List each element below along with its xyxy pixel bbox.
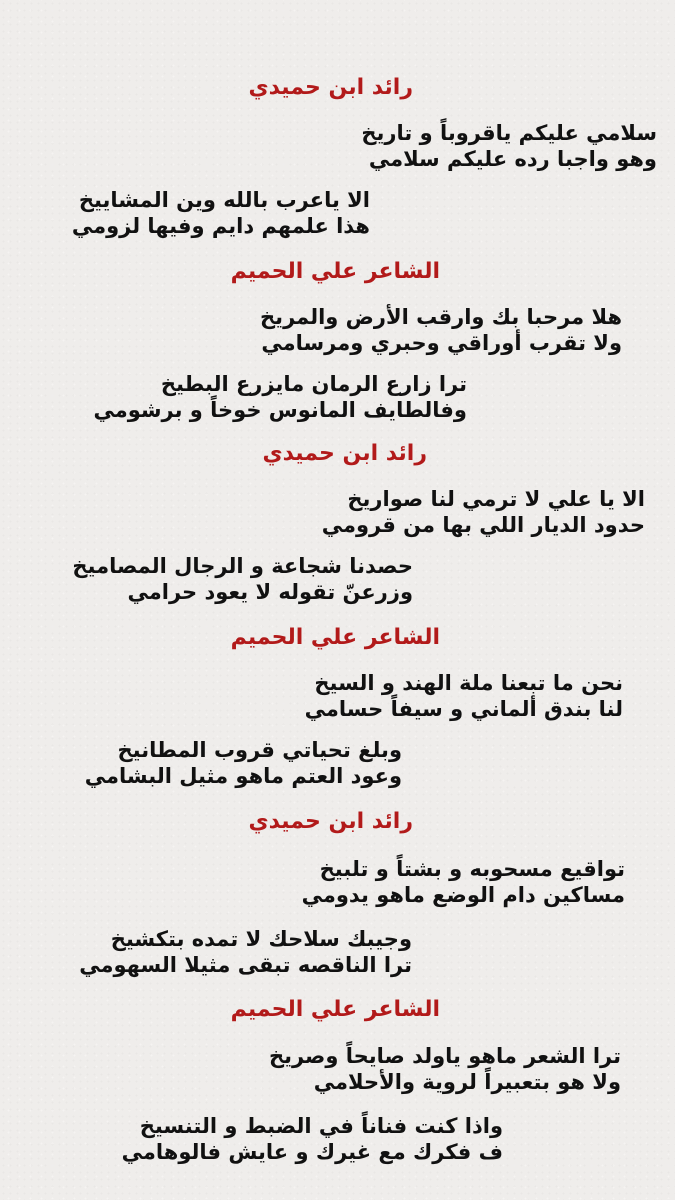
verse-line: هلا مرحبا بك وارقب الأرض والمريخ: [260, 305, 622, 329]
stanza: [122, 1113, 503, 1165]
verse-line: ولا تقرب أوراقي وحبري ومرسامي: [261, 331, 622, 355]
verse-line: وزرعنّ تقوله لا يعود حرامي: [127, 580, 413, 604]
stanza: [72, 187, 370, 239]
verse-line: نحن ما تبعنا ملة الهند و السيخ: [314, 671, 623, 695]
poet-heading: الشاعر علي الحميم: [230, 625, 440, 650]
verse-line: حدود الديار اللي بها من قرومي: [321, 513, 645, 537]
verse-line: ترا الناقصه تبقى مثيلا السهومي: [79, 953, 412, 977]
verse-line: وجيبك سلاحك لا تمده بتكشيخ: [110, 927, 412, 951]
verse-line: حصدنا شجاعة و الرجال المصاميخ: [72, 554, 413, 578]
verse-line: وبلغ تحياتي قروب المطانيخ: [117, 738, 402, 762]
verse-line: ترا زارع الرمان مايزرع البطيخ: [160, 372, 467, 396]
poet-heading: رائد ابن حميدي: [248, 75, 413, 100]
verse-line: هذا علمهم دايم وفيها لزومي: [71, 214, 370, 238]
stanza: [79, 926, 412, 978]
verse-line: ف فكرك مع غيرك و عايش فالوهامي: [121, 1140, 503, 1164]
poet-heading: رائد ابن حميدي: [248, 809, 413, 834]
verse-line: ترا الشعر ماهو ياولد صايحاً وصريخ: [268, 1044, 621, 1068]
stanza: [72, 553, 413, 605]
poet-heading: الشاعر علي الحميم: [230, 997, 440, 1022]
poet-heading: رائد ابن حميدي: [262, 441, 427, 466]
verse-line: مساكين دام الوضع ماهو يدومي: [301, 883, 625, 907]
stanza: [260, 304, 622, 356]
verse-line: تواقيع مسحوبه و بشتاً و تلبيخ: [319, 857, 625, 881]
verse-line: ولا هو بتعبيراً لروية والأحلامي: [313, 1070, 621, 1094]
stanza: [269, 1043, 621, 1095]
stanza: [305, 670, 623, 722]
verse-line: وهو واجبا رده عليكم سلامي: [368, 147, 657, 171]
stanza: [93, 371, 467, 423]
verse-line: لنا بندق ألماني و سيفاً حسامي: [304, 697, 623, 721]
stanza: [361, 120, 657, 172]
verse-line: سلامي عليكم ياقروباً و تاريخ: [361, 121, 657, 145]
verse-line: الا يا علي لا ترمي لنا صواريخ: [347, 487, 645, 511]
verse-line: الا ياعرب بالله وين المشاييخ: [78, 188, 370, 212]
verse-line: وفالطايف المانوس خوخاً و برشومي: [93, 398, 467, 422]
stanza: [302, 856, 625, 908]
stanza: [322, 486, 645, 538]
poet-heading: الشاعر علي الحميم: [230, 259, 440, 284]
verse-line: واذا كنت فناناً في الضبط و التنسيخ: [139, 1114, 503, 1138]
verse-line: وعود العتم ماهو مثيل البشامي: [84, 764, 402, 788]
stanza: [85, 737, 402, 789]
